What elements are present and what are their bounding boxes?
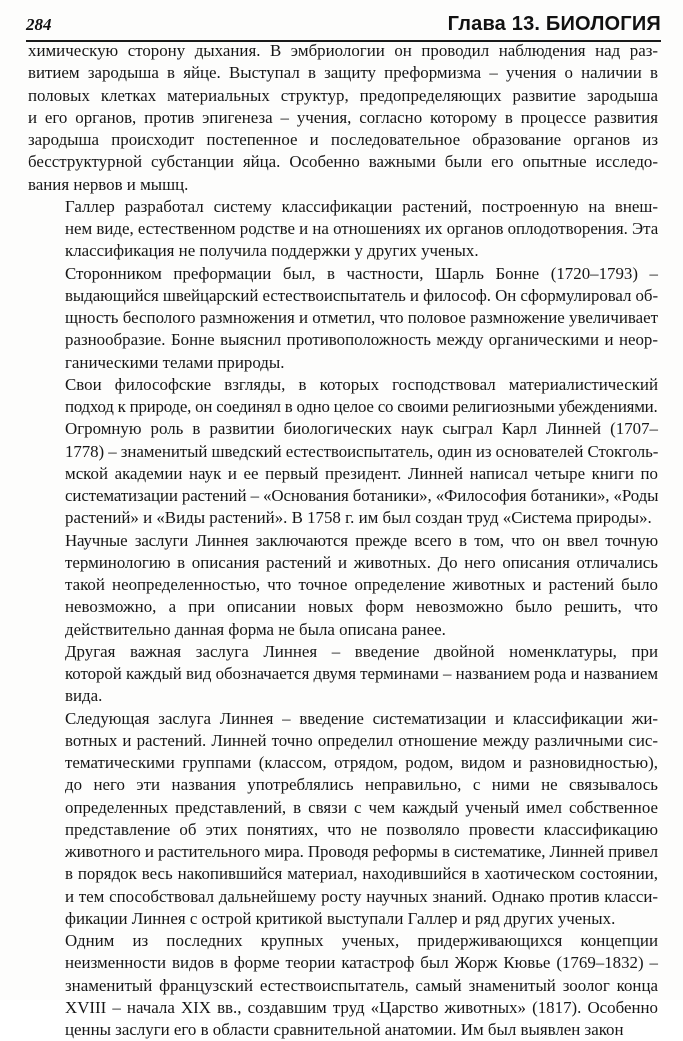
- text-line: разнообразие. Бонне выяснил противоположность между органическими и неор-: [65, 330, 658, 350]
- text-line: Другая важная заслуга Линнея – введение двойной номенклатуры, при: [65, 641, 658, 661]
- text-line: Сторонником преформации был, в частности, Шарль Бонне (1720–1793) –: [65, 263, 658, 283]
- text-line: Научные заслуги Линнея заключаются прежде всего в том, что он ввел точную: [65, 530, 658, 550]
- text-line: фикации Линнея с острой критикой выступали Галлер и ряд других ученых.: [65, 908, 616, 928]
- text-line: такой неопределенностью, что точное определение животных и растений было: [65, 575, 658, 594]
- text-line: которой каждый вид обозначается двумя терминами – названием рода и названием: [65, 664, 658, 683]
- paragraph: [28, 641, 658, 708]
- text-line: и его органов, против эпигенеза – учения, согласно которому в процессе развития: [28, 107, 658, 127]
- text-line: тематическими группами (классом, отрядом, родом, видом и разновидностью),: [65, 753, 658, 772]
- text-line: нем виде, естественном родстве и на отношениях их органов оплодотворения. Эта: [65, 219, 659, 238]
- text-line: выдающийся швейцарский естествоиспытатель и философ. Он сформулировал об-: [65, 285, 658, 305]
- text-line: щность бесполого размножения и отметил, что половое размножение увеличивает: [65, 308, 658, 327]
- text-line: классификация не получила поддержки у других ученых.: [65, 241, 479, 261]
- text-line: Галлер разработал систему классификации растений, построенную на внеш-: [65, 196, 658, 216]
- text-line: витием зародыша в яйце. Выступал в защиту преформизма – учения о наличии в: [28, 63, 658, 83]
- paragraph: [28, 40, 658, 196]
- text-line: Свои философские взгляды, в которых господствовал материалистический: [65, 374, 658, 394]
- text-line: ганическими телами природы.: [65, 352, 285, 372]
- text-line: вания нервов и мышц.: [28, 174, 189, 194]
- text-line: мской академии наук и ее первый президент. Линней написал четыре книги по: [65, 463, 658, 483]
- text-line: растений» и «Виды растений». В 1758 г. им был создан труд «Система природы».: [65, 508, 652, 528]
- body-text: [28, 40, 658, 1041]
- text-line: животного и растительного мира. Проводя реформы в систематике, Линней привел: [65, 842, 658, 861]
- text-line: Огромную роль в развитии биологических наук сыграл Карл Линней (1707–: [65, 419, 658, 439]
- text-line: систематизации растений – «Основания ботаники», «Философия ботаники», «Роды: [65, 486, 659, 505]
- text-line: подход к природе, он соединял в одно целое со своими религиозными убеждениями.: [65, 397, 658, 416]
- text-line: определенных представлений, в связи с чем каждый ученый имел собственное: [65, 797, 658, 817]
- paragraph: [28, 418, 658, 529]
- text-line: половых клетках материальных структур, предопределяющих развитие зародыша: [28, 85, 658, 105]
- text-line: действительно данная форма не была описана ранее.: [65, 619, 446, 639]
- text-line: в порядок весь накопившийся материал, находившийся в хаотическом состоянии,: [65, 864, 658, 884]
- paragraph: [28, 263, 658, 374]
- text-line: вотных и растений. Линней точно определил отношение между различными сис-: [65, 730, 658, 750]
- text-line: представление об этих понятиях, что не позволяло провести классификацию: [65, 819, 658, 839]
- text-line: 1778) – знаменитый шведский естествоиспытатель, один из основателей Стокголь-: [65, 441, 659, 461]
- text-line: терминологию в описания растений и животных. До него описания отличались: [65, 552, 658, 572]
- text-line: неизменности видов в форме теории катастроф был Жорж Кювье (1769–1832) –: [65, 953, 658, 973]
- paragraph: [28, 708, 658, 931]
- text-line: бесструктурной субстанции яйца. Особенно важными были его опытные исследо-: [28, 152, 658, 172]
- chapter-title: Глава 13. БИОЛОГИЯ: [447, 13, 661, 35]
- text-line: знаменитый французский естествоиспытатель, самый знаменитый зоолог конца: [65, 975, 658, 995]
- text-line: невозможно, а при описании новых форм невозможно было решить, что: [65, 597, 658, 617]
- text-line: и тем способствовал дальнейшему росту научных знаний. Однако против класси-: [65, 886, 658, 906]
- paragraph: [28, 374, 658, 419]
- text-line: зародыша происходит постепенное и последовательное образование органов из: [28, 130, 658, 149]
- page-number: 284: [26, 15, 52, 34]
- text-line: Следующая заслуга Линнея – введение систематизации и классификации жи-: [65, 708, 658, 728]
- paragraph: [28, 930, 658, 1041]
- paragraph: [28, 530, 658, 641]
- text-line: до него эти названия употреблялись неправильно, с ними не связывалось: [65, 775, 658, 795]
- text-line: вида.: [65, 686, 103, 706]
- running-header: [26, 6, 661, 42]
- text-line: Одним из последних крупных ученых, придерживающихся концепции: [65, 931, 658, 950]
- paragraph: [28, 196, 658, 263]
- text-line: химическую сторону дыхания. В эмбриологии он проводил наблюдения над раз-: [28, 41, 658, 60]
- text-line: XVIII – начала XIX вв., создавшим труд «Царство животных» (1817). Особенно: [65, 997, 658, 1017]
- text-line: ценны заслуги его в области сравнительной анатомии. Им был выявлен закон: [65, 1020, 624, 1039]
